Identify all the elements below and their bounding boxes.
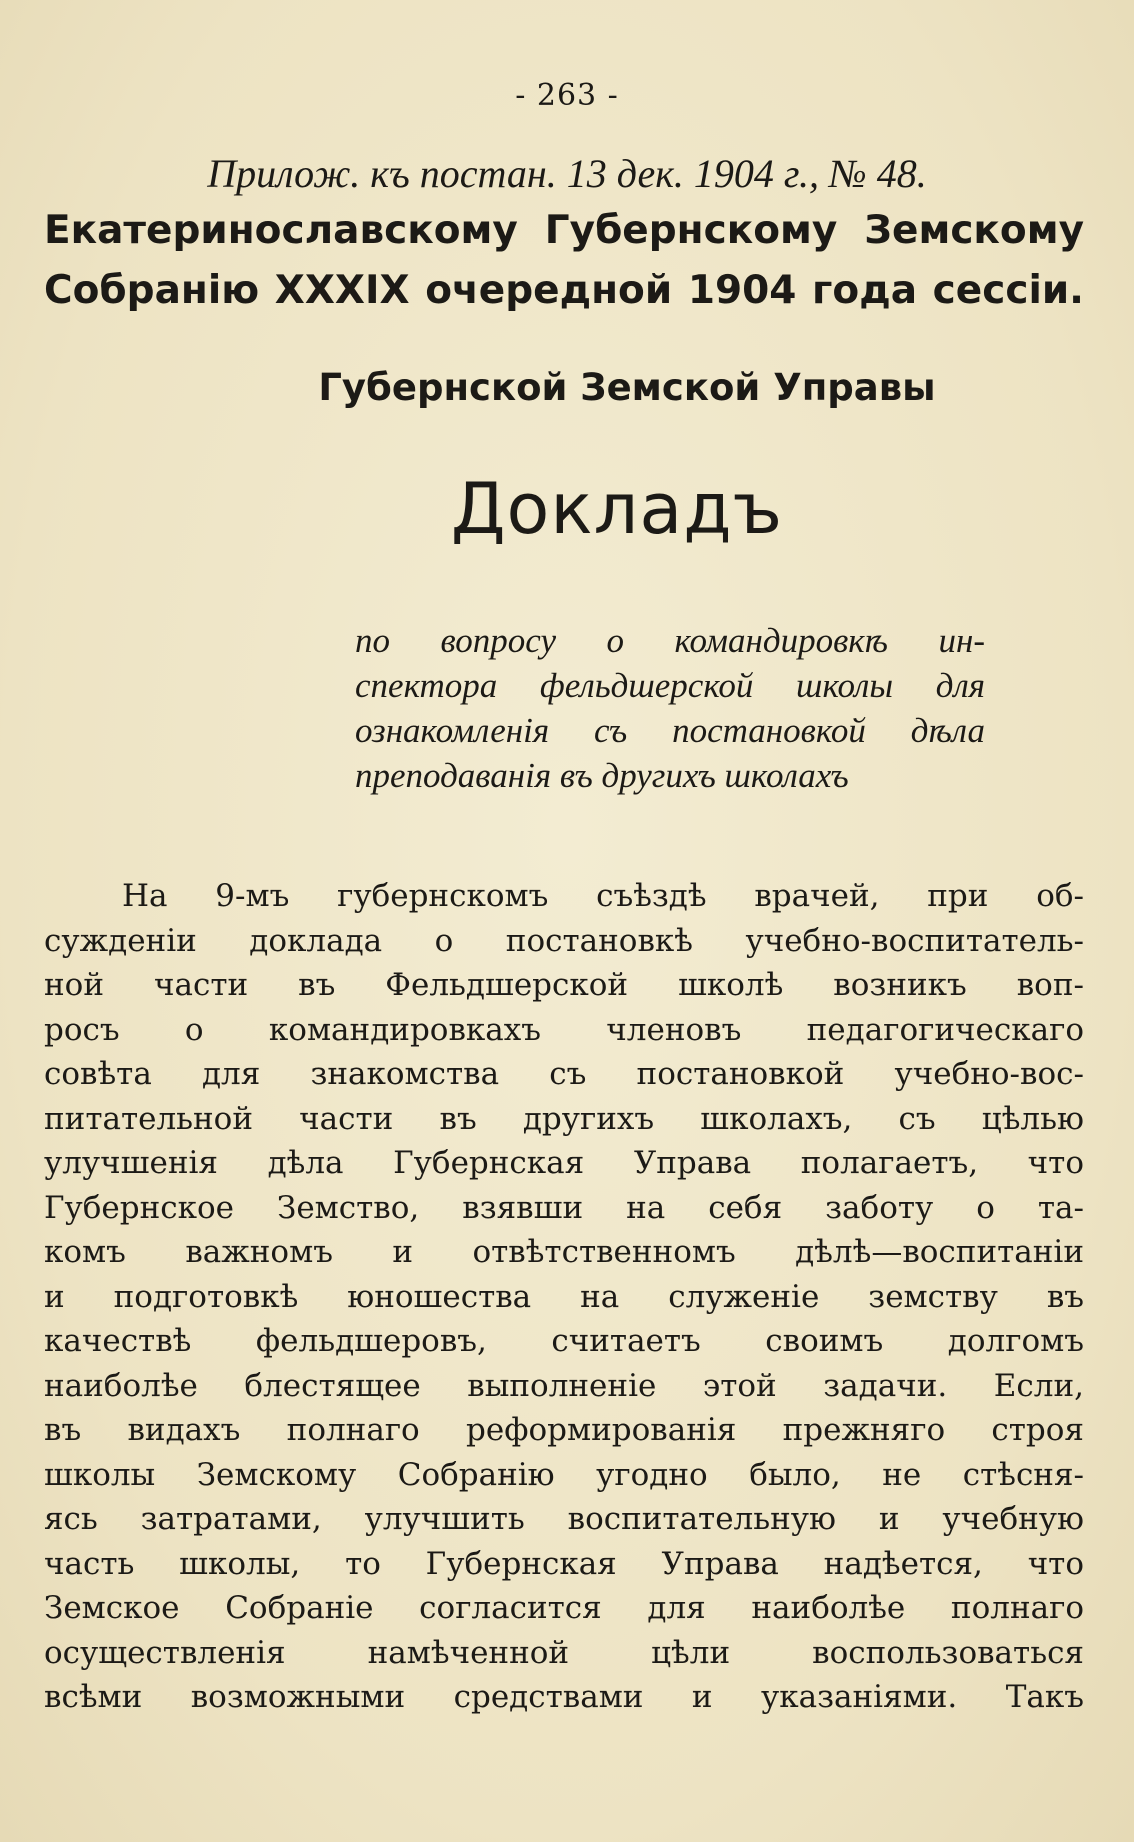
- body-line: часть школы, то Губернская Управа надѣется, что: [44, 1545, 1084, 1582]
- authority-heading: Губернской Земской Управы: [318, 366, 936, 409]
- report-subject: [355, 618, 985, 798]
- body-line: наиболѣе блестящее выполненіе этой задачи. Если,: [44, 1367, 1084, 1404]
- body-line: осуществленія намѣченной цѣли воспользоваться: [44, 1634, 1084, 1671]
- subject-line: преподаванія въ другихъ школахъ: [355, 756, 849, 795]
- body-line: въ видахъ полнаго реформированія прежняго строя: [44, 1412, 1084, 1448]
- body-line: качествѣ фельдшеровъ, считаетъ своимъ долгомъ: [44, 1323, 1084, 1359]
- body-line: комъ важномъ и отвѣтственномъ дѣлѣ—воспитаніи: [44, 1234, 1084, 1270]
- body-line: всѣми возможными средствами и указаніями. Такъ: [44, 1679, 1084, 1715]
- body-line: На 9-мъ губернскомъ съѣздѣ врачей, при об-: [122, 878, 1084, 914]
- body-line: питательной части въ другихъ школахъ, съ цѣлью: [44, 1100, 1084, 1137]
- body-line: улучшенія дѣла Губернская Управа полагаетъ, что: [44, 1145, 1084, 1181]
- body-line: росъ о командировкахъ членовъ педагогическаго: [44, 1011, 1084, 1048]
- heading-line-1: Екатеринославскому Губернскому Земскому: [44, 208, 1084, 253]
- appendix-note: Прилож. къ постан. 13 дек. 1904 г., № 48.: [207, 151, 927, 196]
- body-line: совѣта для знакомства съ постановкой учебно-вос-: [44, 1056, 1084, 1092]
- body-line: сужденіи доклада о постановкѣ учебно-воспитатель-: [44, 922, 1084, 959]
- body-line: Земское Собраніе согласится для наиболѣе полнаго: [44, 1590, 1084, 1626]
- body-text: [44, 874, 1084, 1720]
- body-line: школы Земскому Собранію угодно было, не стѣсня-: [44, 1456, 1084, 1493]
- body-line: и подготовкѣ юношества на служеніе земству въ: [44, 1278, 1084, 1315]
- subject-line: спектора фельдшерской школы для: [355, 666, 985, 705]
- body-line: ясь затратами, улучшить воспитательную и учебную: [44, 1501, 1084, 1537]
- document-title: Докладъ: [450, 468, 784, 550]
- page-number: - 263 -: [515, 78, 619, 113]
- body-line: Губернское Земство, взявши на себя заботу о та-: [44, 1189, 1084, 1226]
- subject-line: ознакомленія съ постановкой дѣла: [355, 711, 985, 750]
- body-line: ной части въ Фельдшерской школѣ возникъ воп-: [44, 967, 1084, 1003]
- heading-line-2: Собранію XXXIX очередной 1904 года сессіи.: [44, 268, 1084, 313]
- subject-line: по вопросу о командировкѣ ин-: [355, 621, 985, 660]
